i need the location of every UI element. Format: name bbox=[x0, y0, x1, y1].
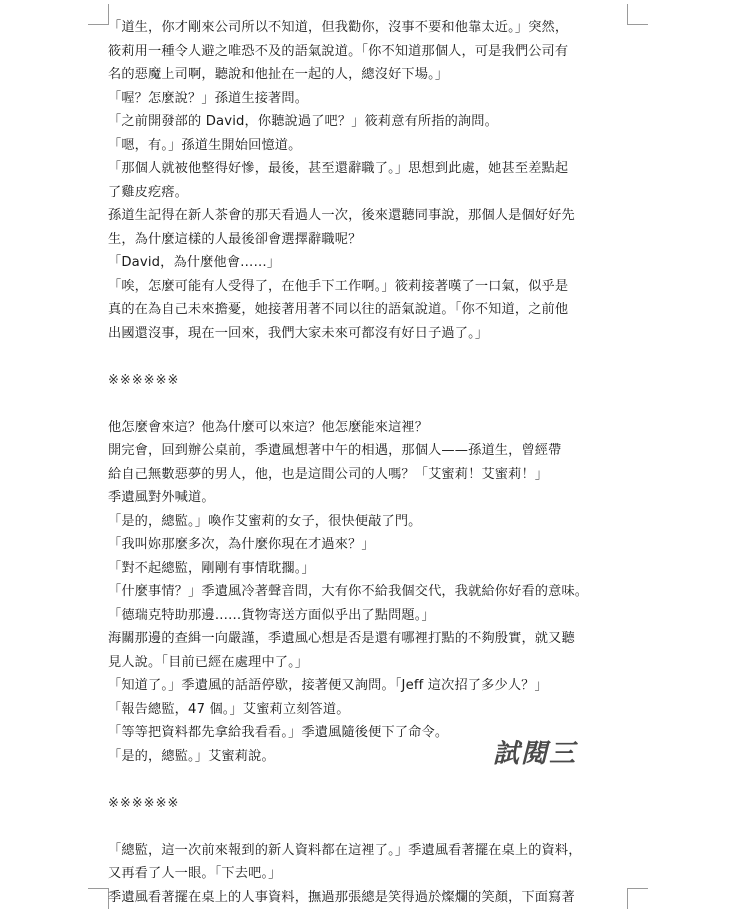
watermark-label: 試閱三 bbox=[493, 739, 578, 769]
text-line: 「對不起總監，剛剛有事情耽擱。」 bbox=[108, 560, 315, 576]
text-line: 「是的，總監。」艾蜜莉說。 bbox=[108, 748, 275, 764]
text-line: 出國還沒事，現在一回來，我們大家未來可都沒有好日子過了。」 bbox=[108, 325, 489, 341]
text-line: 名的惡魔上司啊，聽說和他扯在一起的人，總沒好下場。」 bbox=[108, 67, 449, 82]
blank-line bbox=[108, 345, 630, 369]
section-separator: ※※※※※※ bbox=[108, 372, 180, 388]
text-line: 「嗯，有。」孫道生開始回憶道。 bbox=[108, 137, 302, 153]
margin-corner-mark-top-right bbox=[627, 4, 648, 25]
text-line: 筱莉用一種令人避之唯恐不及的語氣說道。「你不知道那個人，可是我們公司有 bbox=[108, 43, 569, 59]
text-line: 「喔？怎麼說？」孫道生接著問。 bbox=[108, 90, 309, 106]
text-line: 「總監，這一次前來報到的新人資料都在這裡了。」季遺風看著擺在桌上的資料， bbox=[108, 842, 582, 858]
blank-line bbox=[108, 815, 630, 839]
text-line: 生，為什麼這樣的人最後卻會選擇辭職呢？ bbox=[108, 231, 362, 247]
text-line: 「唉，怎麼可能有人受得了，在他手下工作啊。」筱莉接著嘆了一口氣，似乎是 bbox=[108, 278, 569, 294]
text-line: 「David，為什麼他會……」 bbox=[108, 255, 281, 270]
text-line: 「德瑞克特助那邊……貨物寄送方面似乎出了點問題。」 bbox=[108, 607, 435, 623]
text-line: 「等等把資料都先拿給我看看。」季遺風隨後便下了命令。 bbox=[108, 725, 449, 740]
text-line: 他怎麼會來這？他為什麼可以來這？他怎麼能來這裡？ bbox=[108, 419, 429, 435]
margin-corner-mark-bottom-left bbox=[88, 888, 109, 909]
text-line: 給自己無數惡夢的男人，他，也是這間公司的人嗎？「艾蜜莉！艾蜜莉！」 bbox=[108, 466, 549, 482]
blank-line bbox=[108, 392, 630, 416]
text-line: 開完會，回到辦公桌前，季遺風想著中午的相遇，那個人——孫道生，曾經帶 bbox=[108, 443, 562, 458]
section-separator: ※※※※※※ bbox=[108, 795, 180, 811]
text-line: 季遺風看著擺在桌上的人事資料，撫過那張總是笑得過於燦爛的笑顏，下面寫著 bbox=[108, 889, 575, 905]
text-line: 了雞皮疙瘩。 bbox=[108, 184, 189, 200]
text-line: 「報告總監，47 個。」艾蜜莉立刻答道。 bbox=[108, 701, 350, 717]
text-line: 季遺風對外喊道。 bbox=[108, 490, 215, 505]
text-line: 「那個人就被他整得好慘，最後，甚至還辭職了。」思想到此處，她甚至差點起 bbox=[108, 161, 569, 176]
blank-line bbox=[108, 768, 630, 792]
text-line: 見人說。「目前已經在處理中了。」 bbox=[108, 654, 309, 670]
margin-corner-mark-top-left bbox=[88, 4, 109, 25]
document-body bbox=[108, 16, 630, 909]
text-line: 「什麼事情？」季遺風冷著聲音問，大有你不給我個交代，我就給你好看的意味。 bbox=[108, 584, 589, 599]
text-line: 海關那邊的查緝一向嚴謹，季遺風心想是否是還有哪裡打點的不夠殷實，就又聽 bbox=[108, 631, 575, 646]
text-line: 「之前開發部的 David，你聽說過了吧？」筱莉意有所指的詢問。 bbox=[108, 114, 498, 129]
text-line: 真的在為自己未來擔憂，她接著用著不同以往的語氣說道。「你不知道，之前他 bbox=[108, 302, 569, 317]
text-line: 「道生，你才剛來公司所以不知道，但我勸你，沒事不要和他靠太近。」突然， bbox=[108, 20, 569, 35]
text-line: 孫道生記得在新人茶會的那天看過人一次，後來還聽同事說，那個人是個好好先 bbox=[108, 208, 575, 223]
text-line: 「我叫妳那麼多次，為什麼你現在才過來？」 bbox=[108, 537, 375, 552]
text-line: 「知道了。」季遺風的話語停歇，接著便又詢問。「Jeff 這次招了多少人？」 bbox=[108, 678, 548, 693]
text-line: 「是的，總監。」喚作艾蜜莉的女子，很快便敲了門。 bbox=[108, 513, 422, 529]
margin-corner-mark-bottom-right bbox=[627, 888, 648, 909]
text-line: 又再看了人一眼。「下去吧。」 bbox=[108, 866, 282, 881]
